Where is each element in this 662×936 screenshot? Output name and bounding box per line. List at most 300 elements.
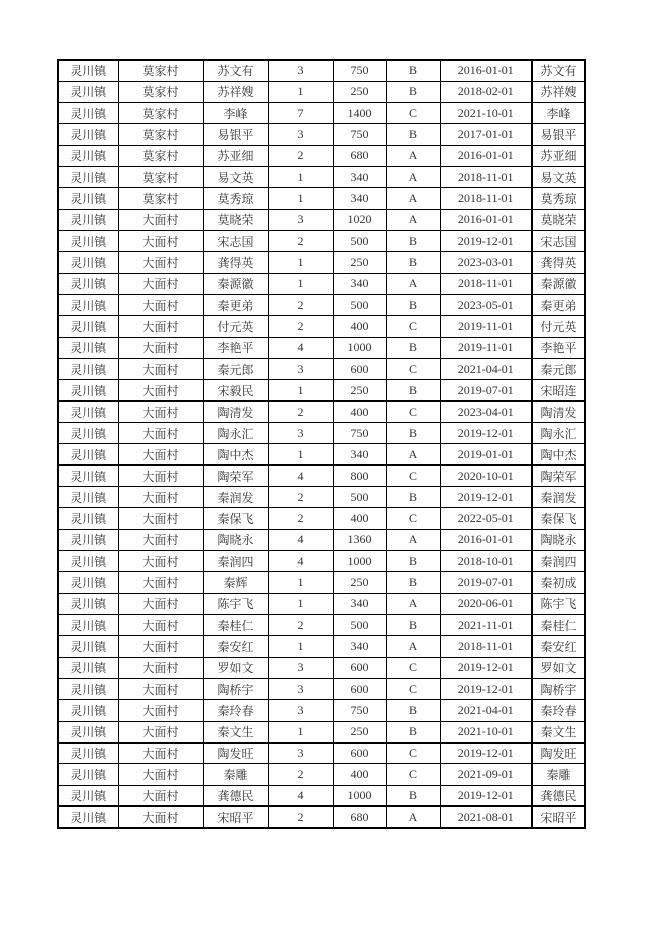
cell-name2: 秦润四	[532, 551, 585, 572]
cell-amount: 1000	[333, 551, 386, 572]
cell-date: 2020-10-01	[440, 465, 532, 486]
cell-name2: 付元英	[532, 316, 585, 337]
table-row	[58, 273, 585, 294]
cell-count: 4	[268, 551, 333, 572]
cell-date: 2016-01-01	[440, 529, 532, 550]
table-row	[58, 316, 585, 337]
table-row	[58, 231, 585, 252]
cell-grade: B	[386, 124, 440, 145]
cell-count: 1	[268, 252, 333, 273]
cell-date: 2019-12-01	[440, 657, 532, 678]
cell-name: 陶永汇	[203, 423, 268, 444]
table-row	[58, 252, 585, 273]
cell-count: 3	[268, 700, 333, 721]
cell-amount: 680	[333, 806, 386, 827]
cell-grade: B	[386, 572, 440, 593]
cell-name: 易文英	[203, 167, 268, 188]
cell-town: 灵川镇	[58, 167, 118, 188]
table-row	[58, 593, 585, 614]
cell-amount: 500	[333, 487, 386, 508]
cell-name2: 宋志国	[532, 231, 585, 252]
cell-count: 1	[268, 721, 333, 742]
table-row	[58, 444, 585, 465]
cell-name2: 秦润发	[532, 487, 585, 508]
cell-name: 秦辉	[203, 572, 268, 593]
cell-name: 莫晓荣	[203, 209, 268, 230]
cell-date: 2019-12-01	[440, 231, 532, 252]
cell-name: 秦安红	[203, 636, 268, 657]
cell-name: 陈宇飞	[203, 593, 268, 614]
cell-date: 2016-01-01	[440, 209, 532, 230]
cell-amount: 500	[333, 295, 386, 316]
cell-name2: 秦雕	[532, 764, 585, 785]
cell-town: 灵川镇	[58, 508, 118, 529]
cell-name2: 龚得英	[532, 252, 585, 273]
cell-name: 李艳平	[203, 337, 268, 358]
cell-amount: 250	[333, 572, 386, 593]
cell-name2: 易银平	[532, 124, 585, 145]
cell-date: 2021-10-01	[440, 721, 532, 742]
cell-town: 灵川镇	[58, 337, 118, 358]
cell-grade: A	[386, 167, 440, 188]
cell-count: 3	[268, 743, 333, 764]
cell-count: 3	[268, 657, 333, 678]
cell-count: 3	[268, 359, 333, 380]
cell-grade: A	[386, 444, 440, 465]
cell-name: 陶发旺	[203, 743, 268, 764]
cell-grade: B	[386, 721, 440, 742]
cell-amount: 250	[333, 380, 386, 401]
cell-grade: A	[386, 636, 440, 657]
table-row	[58, 529, 585, 550]
cell-name2: 陶永汇	[532, 423, 585, 444]
cell-name: 陶中杰	[203, 444, 268, 465]
cell-amount: 340	[333, 444, 386, 465]
cell-village: 莫家村	[118, 124, 203, 145]
cell-village: 大面村	[118, 721, 203, 742]
cell-name2: 宋昭连	[532, 380, 585, 401]
cell-grade: B	[386, 380, 440, 401]
cell-name: 莫秀琼	[203, 188, 268, 209]
cell-village: 大面村	[118, 572, 203, 593]
cell-amount: 1360	[333, 529, 386, 550]
cell-town: 灵川镇	[58, 529, 118, 550]
table-row	[58, 295, 585, 316]
cell-village: 莫家村	[118, 103, 203, 124]
cell-amount: 1400	[333, 103, 386, 124]
table-row	[58, 145, 585, 166]
cell-count: 2	[268, 508, 333, 529]
cell-name2: 陶中杰	[532, 444, 585, 465]
cell-amount: 250	[333, 252, 386, 273]
cell-date: 2018-11-01	[440, 167, 532, 188]
cell-count: 1	[268, 167, 333, 188]
cell-name: 秦更弟	[203, 295, 268, 316]
cell-town: 灵川镇	[58, 103, 118, 124]
cell-name2: 莫晓荣	[532, 209, 585, 230]
cell-village: 莫家村	[118, 145, 203, 166]
records-table	[57, 59, 586, 829]
cell-name2: 陶晓永	[532, 529, 585, 550]
cell-date: 2019-12-01	[440, 487, 532, 508]
cell-name2: 陈宇飞	[532, 593, 585, 614]
cell-name: 秦保飞	[203, 508, 268, 529]
cell-name2: 秦保飞	[532, 508, 585, 529]
cell-count: 2	[268, 316, 333, 337]
cell-amount: 750	[333, 124, 386, 145]
cell-count: 3	[268, 679, 333, 700]
cell-village: 大面村	[118, 295, 203, 316]
cell-village: 大面村	[118, 465, 203, 486]
cell-grade: A	[386, 593, 440, 614]
cell-name: 秦桂仁	[203, 615, 268, 636]
cell-date: 2020-06-01	[440, 593, 532, 614]
cell-name2: 易文英	[532, 167, 585, 188]
cell-count: 4	[268, 785, 333, 806]
cell-village: 莫家村	[118, 167, 203, 188]
cell-town: 灵川镇	[58, 209, 118, 230]
cell-count: 2	[268, 401, 333, 422]
cell-name2: 宋昭平	[532, 806, 585, 827]
cell-village: 大面村	[118, 764, 203, 785]
cell-count: 2	[268, 295, 333, 316]
table-row	[58, 572, 585, 593]
cell-name2: 陶荣军	[532, 465, 585, 486]
cell-village: 大面村	[118, 636, 203, 657]
cell-name: 陶桥宇	[203, 679, 268, 700]
cell-grade: B	[386, 785, 440, 806]
cell-grade: B	[386, 60, 440, 81]
cell-town: 灵川镇	[58, 636, 118, 657]
cell-date: 2023-04-01	[440, 401, 532, 422]
cell-name2: 秦安红	[532, 636, 585, 657]
table-row	[58, 657, 585, 678]
cell-amount: 750	[333, 60, 386, 81]
cell-name: 易银平	[203, 124, 268, 145]
cell-count: 7	[268, 103, 333, 124]
cell-town: 灵川镇	[58, 487, 118, 508]
cell-count: 1	[268, 593, 333, 614]
table-row	[58, 380, 585, 401]
cell-name: 秦元郎	[203, 359, 268, 380]
cell-village: 大面村	[118, 487, 203, 508]
cell-grade: C	[386, 508, 440, 529]
cell-count: 3	[268, 60, 333, 81]
cell-name: 秦源徽	[203, 273, 268, 294]
cell-grade: B	[386, 231, 440, 252]
cell-town: 灵川镇	[58, 657, 118, 678]
table-row	[58, 81, 585, 102]
table-row	[58, 806, 585, 827]
cell-name: 龚得英	[203, 252, 268, 273]
cell-date: 2019-01-01	[440, 444, 532, 465]
cell-count: 1	[268, 380, 333, 401]
cell-name2: 李峰	[532, 103, 585, 124]
cell-village: 大面村	[118, 273, 203, 294]
cell-town: 灵川镇	[58, 60, 118, 81]
cell-amount: 680	[333, 145, 386, 166]
cell-grade: C	[386, 679, 440, 700]
cell-amount: 500	[333, 615, 386, 636]
cell-name: 陶荣军	[203, 465, 268, 486]
cell-date: 2019-12-01	[440, 785, 532, 806]
cell-village: 大面村	[118, 252, 203, 273]
cell-date: 2017-01-01	[440, 124, 532, 145]
table-row	[58, 743, 585, 764]
cell-date: 2021-09-01	[440, 764, 532, 785]
table-row	[58, 337, 585, 358]
cell-grade: C	[386, 103, 440, 124]
cell-name: 陶晓永	[203, 529, 268, 550]
cell-amount: 250	[333, 721, 386, 742]
cell-name: 秦润四	[203, 551, 268, 572]
cell-name2: 秦玲春	[532, 700, 585, 721]
cell-name: 秦文生	[203, 721, 268, 742]
table-row	[58, 785, 585, 806]
table-row	[58, 679, 585, 700]
table-row	[58, 124, 585, 145]
cell-date: 2021-04-01	[440, 359, 532, 380]
cell-count: 4	[268, 337, 333, 358]
cell-village: 大面村	[118, 785, 203, 806]
table-row	[58, 209, 585, 230]
cell-amount: 1020	[333, 209, 386, 230]
cell-village: 大面村	[118, 380, 203, 401]
cell-name2: 罗如文	[532, 657, 585, 678]
cell-name2: 秦桂仁	[532, 615, 585, 636]
table-row	[58, 401, 585, 422]
cell-date: 2019-11-01	[440, 337, 532, 358]
cell-count: 1	[268, 636, 333, 657]
cell-town: 灵川镇	[58, 551, 118, 572]
cell-name2: 陶发旺	[532, 743, 585, 764]
cell-village: 大面村	[118, 743, 203, 764]
cell-date: 2019-12-01	[440, 743, 532, 764]
cell-town: 灵川镇	[58, 231, 118, 252]
cell-date: 2018-11-01	[440, 273, 532, 294]
cell-count: 1	[268, 188, 333, 209]
cell-village: 大面村	[118, 231, 203, 252]
cell-count: 3	[268, 209, 333, 230]
cell-count: 1	[268, 572, 333, 593]
cell-grade: A	[386, 209, 440, 230]
table-row	[58, 508, 585, 529]
cell-name2: 龚德民	[532, 785, 585, 806]
cell-town: 灵川镇	[58, 295, 118, 316]
cell-name: 苏祥嫂	[203, 81, 268, 102]
table-row	[58, 487, 585, 508]
cell-amount: 500	[333, 231, 386, 252]
table-row	[58, 423, 585, 444]
cell-grade: C	[386, 401, 440, 422]
cell-name2: 苏文有	[532, 60, 585, 81]
cell-village: 大面村	[118, 316, 203, 337]
cell-village: 大面村	[118, 700, 203, 721]
cell-town: 灵川镇	[58, 465, 118, 486]
cell-name2: 莫秀琼	[532, 188, 585, 209]
cell-date: 2018-11-01	[440, 188, 532, 209]
cell-town: 灵川镇	[58, 615, 118, 636]
cell-amount: 1000	[333, 337, 386, 358]
cell-town: 灵川镇	[58, 359, 118, 380]
cell-village: 大面村	[118, 679, 203, 700]
cell-amount: 340	[333, 273, 386, 294]
cell-town: 灵川镇	[58, 145, 118, 166]
cell-name: 宋志国	[203, 231, 268, 252]
cell-village: 大面村	[118, 209, 203, 230]
cell-town: 灵川镇	[58, 444, 118, 465]
cell-village: 大面村	[118, 615, 203, 636]
cell-town: 灵川镇	[58, 188, 118, 209]
cell-date: 2023-03-01	[440, 252, 532, 273]
table-row	[58, 551, 585, 572]
cell-amount: 1000	[333, 785, 386, 806]
cell-count: 4	[268, 465, 333, 486]
cell-town: 灵川镇	[58, 806, 118, 827]
cell-name: 李峰	[203, 103, 268, 124]
cell-name: 陶清发	[203, 401, 268, 422]
cell-amount: 600	[333, 657, 386, 678]
cell-date: 2019-07-01	[440, 572, 532, 593]
cell-grade: A	[386, 145, 440, 166]
cell-date: 2018-02-01	[440, 81, 532, 102]
cell-village: 大面村	[118, 551, 203, 572]
cell-town: 灵川镇	[58, 252, 118, 273]
cell-name: 秦雕	[203, 764, 268, 785]
cell-village: 大面村	[118, 657, 203, 678]
cell-grade: B	[386, 81, 440, 102]
cell-village: 莫家村	[118, 81, 203, 102]
cell-name: 苏文有	[203, 60, 268, 81]
cell-name2: 苏亚细	[532, 145, 585, 166]
cell-count: 3	[268, 423, 333, 444]
cell-grade: B	[386, 551, 440, 572]
cell-town: 灵川镇	[58, 401, 118, 422]
table-row	[58, 103, 585, 124]
cell-date: 2022-05-01	[440, 508, 532, 529]
cell-village: 莫家村	[118, 188, 203, 209]
cell-grade: B	[386, 337, 440, 358]
cell-name2: 秦元郎	[532, 359, 585, 380]
cell-date: 2021-10-01	[440, 103, 532, 124]
cell-grade: A	[386, 273, 440, 294]
cell-count: 2	[268, 615, 333, 636]
table-row	[58, 465, 585, 486]
cell-date: 2019-12-01	[440, 423, 532, 444]
cell-date: 2018-10-01	[440, 551, 532, 572]
cell-town: 灵川镇	[58, 700, 118, 721]
cell-town: 灵川镇	[58, 764, 118, 785]
cell-name2: 陶清发	[532, 401, 585, 422]
cell-grade: B	[386, 423, 440, 444]
cell-name: 苏亚细	[203, 145, 268, 166]
cell-amount: 340	[333, 636, 386, 657]
cell-count: 4	[268, 529, 333, 550]
cell-grade: A	[386, 806, 440, 827]
cell-date: 2018-11-01	[440, 636, 532, 657]
cell-count: 2	[268, 145, 333, 166]
table-row	[58, 700, 585, 721]
cell-grade: A	[386, 529, 440, 550]
table-row	[58, 359, 585, 380]
cell-village: 大面村	[118, 337, 203, 358]
cell-date: 2016-01-01	[440, 145, 532, 166]
cell-count: 1	[268, 81, 333, 102]
cell-amount: 400	[333, 508, 386, 529]
cell-name2: 秦文生	[532, 721, 585, 742]
cell-town: 灵川镇	[58, 743, 118, 764]
cell-town: 灵川镇	[58, 124, 118, 145]
cell-grade: C	[386, 657, 440, 678]
table-row	[58, 60, 585, 81]
cell-town: 灵川镇	[58, 593, 118, 614]
cell-village: 大面村	[118, 423, 203, 444]
cell-village: 大面村	[118, 444, 203, 465]
table-body	[58, 60, 585, 828]
cell-grade: C	[386, 743, 440, 764]
cell-village: 大面村	[118, 508, 203, 529]
cell-village: 大面村	[118, 359, 203, 380]
cell-date: 2019-11-01	[440, 316, 532, 337]
cell-count: 1	[268, 444, 333, 465]
cell-name2: 秦更弟	[532, 295, 585, 316]
cell-name: 宋昭平	[203, 806, 268, 827]
cell-town: 灵川镇	[58, 721, 118, 742]
cell-amount: 750	[333, 700, 386, 721]
cell-grade: B	[386, 487, 440, 508]
cell-amount: 340	[333, 188, 386, 209]
cell-town: 灵川镇	[58, 785, 118, 806]
cell-grade: B	[386, 700, 440, 721]
cell-date: 2021-11-01	[440, 615, 532, 636]
cell-village: 大面村	[118, 401, 203, 422]
cell-count: 2	[268, 764, 333, 785]
table-sheet	[57, 59, 586, 829]
cell-amount: 250	[333, 81, 386, 102]
cell-town: 灵川镇	[58, 423, 118, 444]
cell-grade: C	[386, 764, 440, 785]
cell-amount: 600	[333, 359, 386, 380]
cell-name: 付元英	[203, 316, 268, 337]
cell-grade: C	[386, 316, 440, 337]
cell-name2: 陶桥宇	[532, 679, 585, 700]
cell-village: 大面村	[118, 806, 203, 827]
cell-town: 灵川镇	[58, 380, 118, 401]
cell-town: 灵川镇	[58, 316, 118, 337]
cell-grade: B	[386, 615, 440, 636]
cell-town: 灵川镇	[58, 679, 118, 700]
cell-count: 2	[268, 806, 333, 827]
cell-date: 2019-07-01	[440, 380, 532, 401]
cell-date: 2016-01-01	[440, 60, 532, 81]
cell-amount: 340	[333, 167, 386, 188]
cell-grade: C	[386, 359, 440, 380]
cell-date: 2023-05-01	[440, 295, 532, 316]
table-row	[58, 188, 585, 209]
table-row	[58, 764, 585, 785]
cell-name: 罗如文	[203, 657, 268, 678]
cell-town: 灵川镇	[58, 273, 118, 294]
cell-count: 1	[268, 273, 333, 294]
cell-count: 3	[268, 124, 333, 145]
table-row	[58, 615, 585, 636]
cell-town: 灵川镇	[58, 81, 118, 102]
cell-name2: 秦源徽	[532, 273, 585, 294]
cell-amount: 800	[333, 465, 386, 486]
cell-name: 龚德民	[203, 785, 268, 806]
cell-name2: 李艳平	[532, 337, 585, 358]
table-row	[58, 721, 585, 742]
